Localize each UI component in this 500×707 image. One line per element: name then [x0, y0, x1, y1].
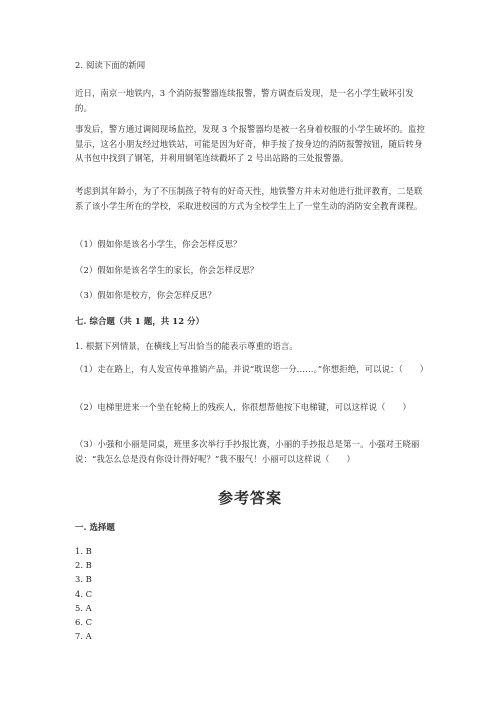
answer-item: 3. B [75, 574, 92, 585]
news-paragraph-2: 事发后，警方通过调阅现场监控，发现 3 个报警器均是被一名身着校服的小学生破坏的。监控显示，这名小朋友经过地铁站，可能是因为好奇，伸手按了按身边的消防报警按钮，随后转身从书包中找到了钢笔，并利用钢笔连续戳坏了 2 号出站路的三处报警器。 [75, 124, 425, 163]
section-heading: 2. 阅读下面的新闻 [75, 60, 146, 70]
part7-heading: 七. 综合题（共 1 题，共 12 分） [75, 316, 205, 326]
answer-section-heading: 一. 选择题 [75, 522, 115, 532]
news-paragraph-1: 近日，南京一地铁内，3 个消防报警器连续报警，警方调查后发现，是一名小学生破坏引发的。 [75, 88, 414, 113]
question-3: （3）假如你是校方，你会怎样反思？ [75, 290, 217, 300]
answer-item: 5. A [75, 602, 92, 613]
answer-item: 1. B [75, 546, 92, 556]
answer-item: 4. C [75, 588, 93, 599]
answer-item: 7. A [75, 631, 92, 642]
news-paragraph-3: 考虑到其年龄小，为了不压制孩子特有的好奇天性，地铁警方并未对他进行批评教育，二是联系了该小学生所在的学校，采取进校园的方式为全校学生上了一堂生动的消防安全教育课程。 [75, 186, 423, 211]
answer-key-title: 参考答案 [217, 489, 282, 507]
question-1: （1）假如你是该名小学生，你会怎样反思？ [75, 239, 242, 249]
scenario-3: （3）小强和小丽是同桌，班里多次举行手抄报比赛，小丽的手抄报总是第一。小强对王晓丽说：“我怎么总是没有你设计得好呢？”我不服气！小丽可以这样说（ ） [75, 439, 420, 464]
scenario-1: （1）走在路上，有人发宣传单推销产品，并说“耽误您一分……。”你想拒绝，可以说：（ ） [75, 364, 429, 374]
answer-item: 2. B [75, 560, 92, 571]
answer-list [75, 544, 92, 643]
scenario-2: （2）电梯里进来一个坐在轮椅上的残疾人，你很想帮他按下电梯键，可以这样说（ ） [75, 402, 411, 412]
part7-intro: 1. 根据下列情景，在横线上写出恰当的能表示尊重的语言。 [75, 341, 298, 351]
answer-item: 6. C [75, 617, 93, 628]
question-2: （2）假如你是该名学生的家长，你会怎样反思？ [75, 265, 259, 275]
